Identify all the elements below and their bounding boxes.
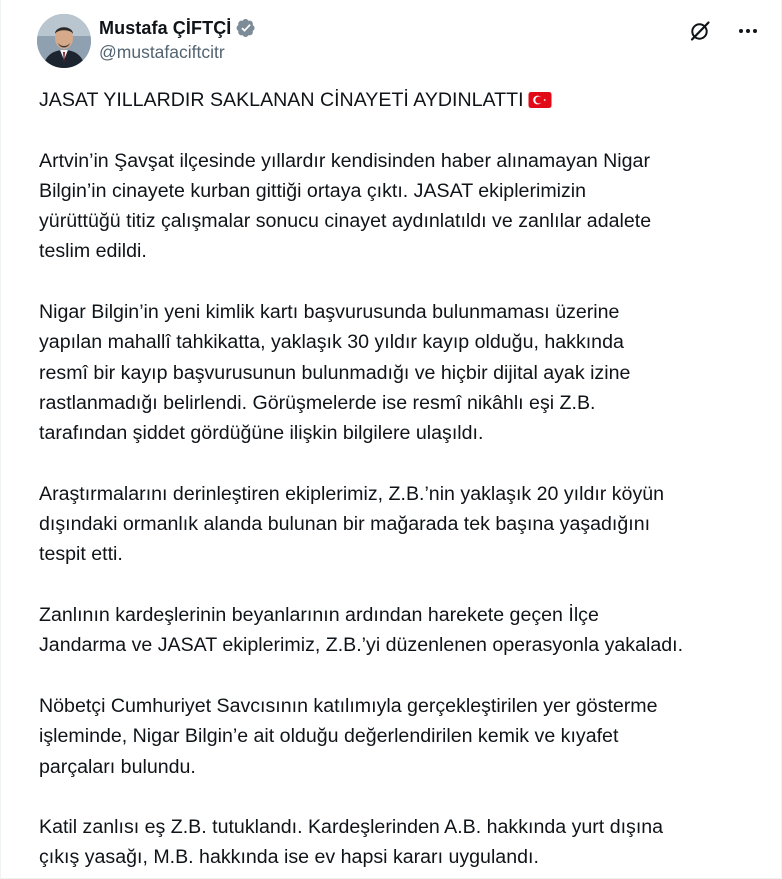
display-name-row xyxy=(99,16,256,40)
text-line: dışındaki ormanlık alanda bulunan bir mağarada tek başına yaşadığını xyxy=(39,513,651,536)
tweet-header xyxy=(37,14,761,70)
text-line: işleminde, Nigar Bilgin’e ait olduğu değerlendirilen kemik ve kıyafet xyxy=(39,725,619,748)
text-line: yapılan mahallî tahkikatta, yaklaşık 30 yıldır kayıp olduğu, hakkında xyxy=(39,331,624,354)
grok-icon[interactable] xyxy=(687,18,713,44)
verified-badge-icon xyxy=(236,18,256,38)
paragraph-spacer xyxy=(39,449,759,479)
text-line: Nöbetçi Cumhuriyet Savcısının katılımıyla gerçekleştirilen yer gösterme xyxy=(39,694,658,717)
turkey-flag-icon xyxy=(528,88,552,118)
text-line: Katil zanlısı eş Z.B. tutuklandı. Kardeşlerinden A.B. hakkında yurt dışına xyxy=(39,816,664,839)
text-line: yürüttüğü titiz çalışmalar sonucu cinayet aydınlatıldı ve zanlılar adalete xyxy=(39,210,652,233)
text-line: Artvin’in Şavşat ilçesinde yıllardır kendisinden haber alınamayan Nigar xyxy=(39,149,650,172)
header-actions xyxy=(687,18,761,44)
paragraph-spacer xyxy=(39,782,759,812)
paragraph-4 xyxy=(39,600,759,661)
text-line: resmî bir kayıp başvurusunun bulunmadığı ve hiçbir dijital ayak izine xyxy=(39,361,631,384)
text-line: rastlanmadığı belirlendi. Görüşmelerde ise resmî nikâhlı eşi Z.B. xyxy=(39,391,596,414)
paragraph-6 xyxy=(39,812,759,873)
text-line: tarafından şiddet gördüğüne ilişkin bilgilere ulaşıldı. xyxy=(39,422,484,445)
paragraph-1 xyxy=(39,146,759,267)
text-line: Araştırmalarını derinleştiren ekiplerimiz, Z.B.’nin yaklaşık 20 yıldır köyün xyxy=(39,482,665,505)
text-line: Zanlının kardeşlerinin beyanlarının ardından harekete geçen İlçe xyxy=(39,604,599,627)
text-line: Jandarma ve JASAT ekiplerimiz, Z.B.’yi düzenlenen operasyonla yakaladı. xyxy=(39,634,684,657)
more-options-icon[interactable] xyxy=(735,18,761,44)
avatar[interactable] xyxy=(37,14,91,68)
text-line: Bilgin’in cinayete kurban gittiği ortaya çıktı. JASAT ekiplerimizin xyxy=(39,179,587,202)
paragraph-2 xyxy=(39,297,759,448)
author-names xyxy=(99,16,256,63)
paragraph-spacer xyxy=(39,570,759,600)
text-line: çıkış yasağı, M.B. hakkında ise ev hapsi kararı uygulandı. xyxy=(39,846,539,869)
tweet-title-line xyxy=(39,85,759,115)
paragraph-spacer xyxy=(39,267,759,297)
text-line: Nigar Bilgin’in yeni kimlik kartı başvurusunda bulunmaması üzerine xyxy=(39,301,620,324)
display-name[interactable]: Mustafa ÇİFTÇİ xyxy=(99,17,232,38)
text-line: teslim edildi. xyxy=(39,240,147,263)
paragraph-spacer xyxy=(39,661,759,691)
paragraph-3 xyxy=(39,479,759,570)
tweet-title: JASAT YILLARDIR SAKLANAN CİNAYETİ AYDINLATTI xyxy=(39,89,524,111)
handle[interactable]: @mustafaciftcitr xyxy=(99,42,225,62)
paragraph-5 xyxy=(39,691,759,782)
tweet-text xyxy=(39,85,759,873)
text-line: parçaları bulundu. xyxy=(39,755,196,778)
text-line: tespit etti. xyxy=(39,543,123,566)
avatar-image xyxy=(37,14,91,68)
paragraph-spacer xyxy=(39,115,759,145)
